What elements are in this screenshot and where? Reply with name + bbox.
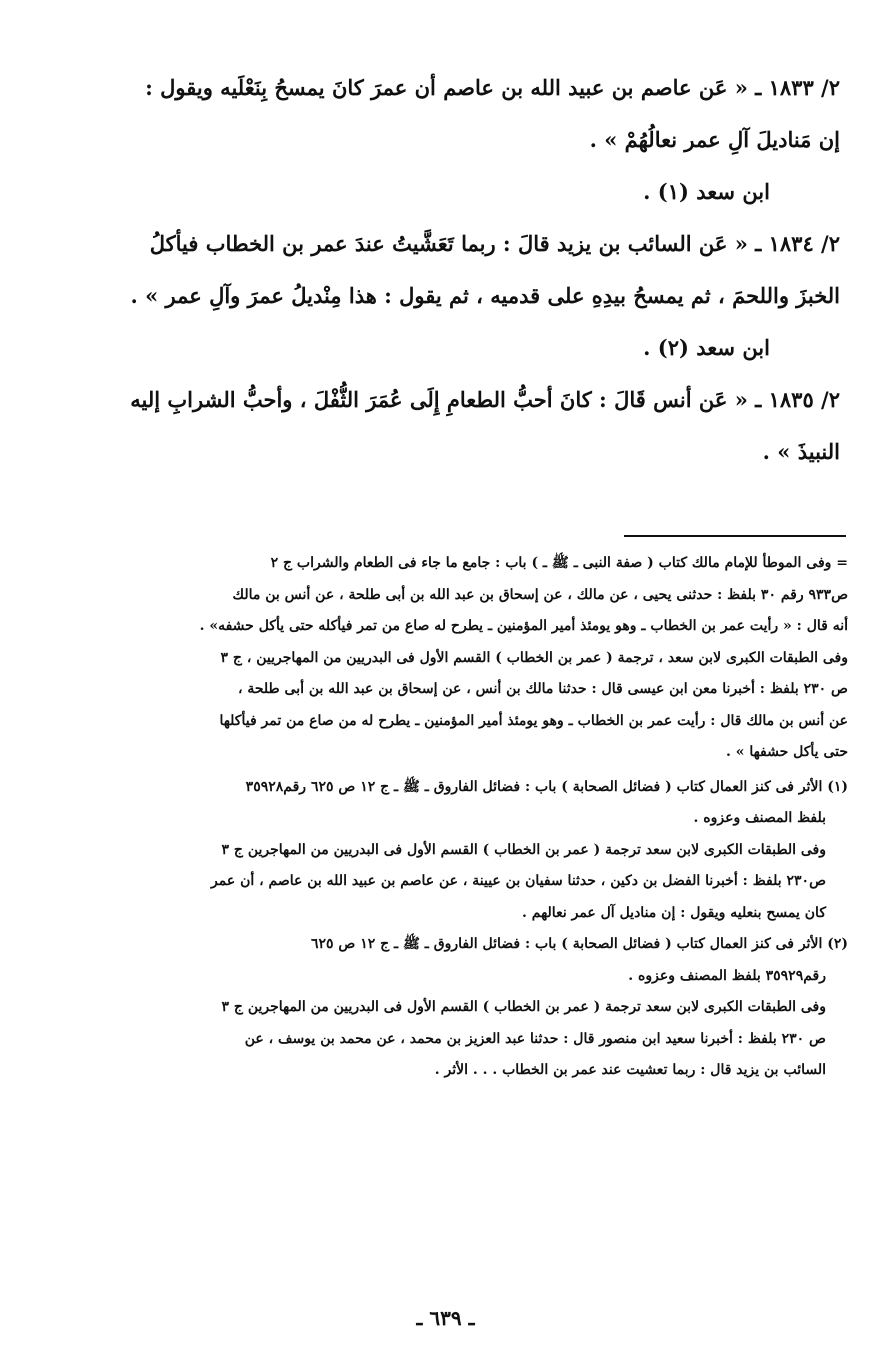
entry-line: النبيذَ » . [762, 439, 840, 464]
footnote-2-line: رقم٣٥٩٢٩ بلفظ المصنف وعزوه . [628, 967, 826, 984]
entry-line: الخبزَ واللحمَ ، ثم يمسحُ بيدِهِ على قدميه ، ثم يقول : هذا مِنْديلُ عمرَ وآلِ عمر » . [130, 283, 840, 308]
footnote-line: ص٩٣٣ رقم ٣٠ بلفظ : حدثنى يحيى ، عن مالك ، عن إسحاق بن عبد الله بن أبى طلحة ، عن أنس بن مالك [232, 586, 848, 603]
hadith-entry-1835 [70, 374, 840, 478]
page-number: ـ ٦٣٩ ـ [416, 1306, 475, 1330]
footnote-2-line: وفى الطبقات الكبرى لابن سعد ترجمة ( عمر بن الخطاب ) القسم الأول فى البدريين من المهاجرين ج ٣ [221, 999, 826, 1015]
footnote-1-line: وفى الطبقات الكبرى لابن سعد ترجمة ( عمر بن الخطاب ) القسم الأول فى البدريين من المهاجرين ج ٣ [221, 841, 826, 858]
main-text [70, 62, 840, 478]
footnote-separator [624, 535, 846, 537]
entry-line: إن مَناديلَ آلِ عمر نعالُهُمْ » . [589, 127, 840, 152]
entry-line: ٢/ ١٨٣٤ ـ « عَن السائب بن يزيد قالَ : ربما تَعَشَّيتُ عندَ عمر بن الخطاب فيأكلُ [149, 231, 840, 256]
footnote-2-line: (٢) الأثر فى كنز العمال كتاب ( فضائل الصحابة ) باب : فضائل الفاروق ـ ﷺ ـ ج ١٢ ص ٦٢٥ [310, 936, 848, 952]
footnote-line: = وفى الموطأ للإمام مالك كتاب ( صفة النبى ـ ﷺ ـ ) باب : جامع ما جاء فى الطعام والشراب ج ٢ [270, 555, 848, 571]
footnote-1-line: بلفظ المصنف وعزوه . [693, 810, 826, 826]
footnote-2-line: السائب بن يزيد قال : ربما تعشيت عند عمر بن الخطاب . . . الأثر . [434, 1062, 826, 1078]
footnotes [72, 548, 848, 1087]
entry-source: ابن سعد (١) . [643, 179, 770, 204]
entry-line: ٢/ ١٨٣٣ ـ « عَن عاصم بن عبيد الله بن عاصم أن عمرَ كانَ يمسحُ بِنَعْلَيه ويقول : [145, 75, 840, 100]
footnote-line: ص ٢٣٠ بلفظ : أخبرنا معن ابن عيسى قال : حدثنا مالك بن أنس ، عن إسحاق بن عبد الله بن أبى طلحة ، [237, 681, 848, 697]
hadith-entry-1834 [70, 218, 840, 374]
footnote-line: عن أنس بن مالك قال : رأيت عمر بن الخطاب ـ وهو يومئذ أمير المؤمنين ـ يطرح له من صاع من تمر فيأكلها [219, 712, 848, 729]
footnote-1-line: كان يمسح بنعليه ويقول : إن مناديل آل عمر نعالهم . [522, 904, 826, 921]
footnote-2-line: ص ٢٣٠ بلفظ : أخبرنا سعيد ابن منصور قال : حدثنا عبد العزيز بن محمد ، عن محمد بن يوسف ، عن [244, 1030, 826, 1047]
footnote-line: وفى الطبقات الكبرى لابن سعد ، ترجمة ( عمر بن الخطاب ) القسم الأول فى البدريين من المهاجريين ، ج ٣ [220, 649, 848, 666]
footnote-1-line: ص٢٣٠ بلفظ : أخبرنا الفضل بن دكين ، حدثنا سفيان بن عيينة ، عن عاصم بن عبيد الله بن عاصم ، أن عمر [211, 873, 826, 889]
hadith-entry-1833 [70, 62, 840, 218]
entry-line: ٢/ ١٨٣٥ ـ « عَن أنس قَالَ : كانَ أحبُّ الطعامِ إِلَى عُمَرَ الثُّفْلَ ، وأحبُّ الشرابِ إليه [130, 387, 840, 412]
footnote-line: حتى يأكل حشفها » . [725, 744, 848, 760]
footnote-1-line: (١) الأثر فى كنز العمال كتاب ( فضائل الصحابة ) باب : فضائل الفاروق ـ ﷺ ـ ج ١٢ ص ٦٢٥ رقم٣٥٩٢٨ [245, 778, 848, 795]
entry-source: ابن سعد (٢) . [643, 335, 770, 360]
footnote-line: أنه قال : « رأيت عمر بن الخطاب ـ وهو يومئذ أمير المؤمنين ـ يطرح له صاع من تمر فيأكله حتى يأكل حشفه» . [199, 618, 848, 634]
